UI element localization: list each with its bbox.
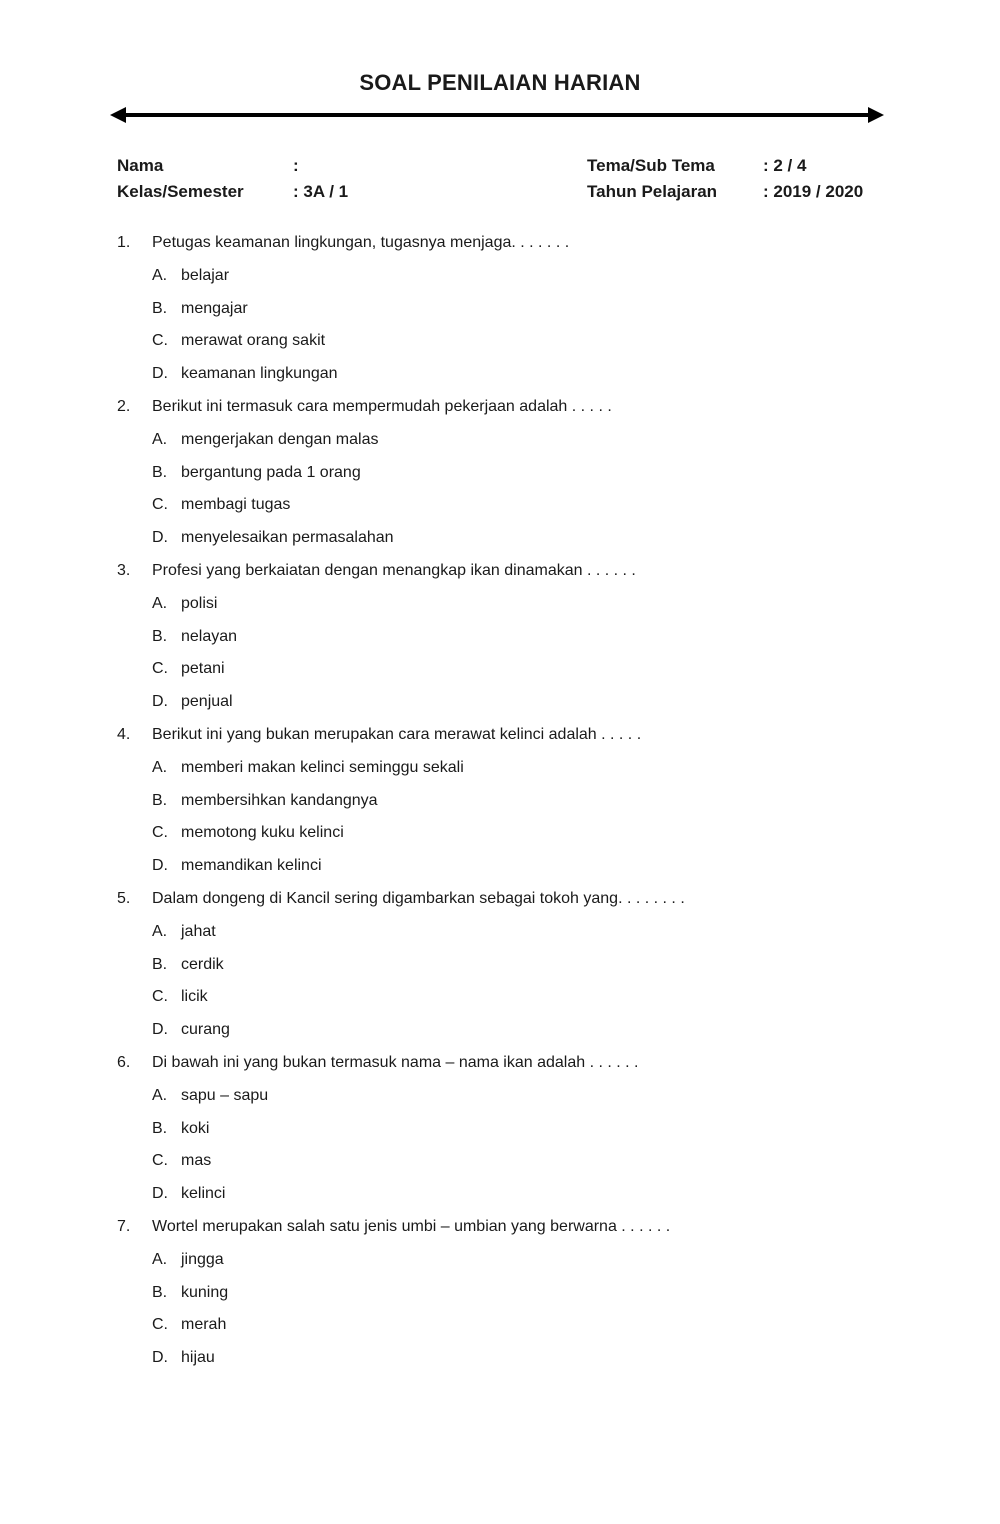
answer-option[interactable] <box>117 952 917 985</box>
option-text: keamanan lingkungan <box>181 365 338 383</box>
option-letter: D. <box>152 857 168 875</box>
double-arrow-divider <box>110 105 884 125</box>
question-number: 4. <box>117 725 131 743</box>
option-text: cerdik <box>181 955 224 973</box>
option-letter: C. <box>152 988 168 1006</box>
answer-option[interactable] <box>117 427 917 460</box>
answer-option[interactable] <box>117 1083 917 1116</box>
option-letter: C. <box>152 1152 168 1170</box>
option-letter: D. <box>152 529 168 547</box>
question-item <box>117 1050 917 1214</box>
question-number: 6. <box>117 1053 131 1071</box>
option-text: licik <box>181 988 208 1006</box>
answer-option[interactable] <box>117 820 917 853</box>
tema-value: : 2 / 4 <box>763 156 807 175</box>
option-text: memotong kuku kelinci <box>181 824 344 842</box>
answer-option[interactable] <box>117 755 917 788</box>
question-item <box>117 722 917 886</box>
answer-option[interactable] <box>117 689 917 722</box>
question-text: Wortel merupakan salah satu jenis umbi – umbian yang berwarna . . . . . . <box>152 1217 671 1235</box>
option-text: jingga <box>181 1250 224 1268</box>
answer-option[interactable] <box>117 1148 917 1181</box>
question-line <box>117 722 917 755</box>
question-text: Petugas keamanan lingkungan, tugasnya menjaga. . . . . . . <box>152 234 570 251</box>
question-number: 1. <box>117 234 131 251</box>
option-letter: D. <box>152 1021 168 1039</box>
option-letter: A. <box>152 430 168 448</box>
option-letter: C. <box>152 824 168 842</box>
answer-option[interactable] <box>117 656 917 689</box>
option-letter: B. <box>152 955 168 973</box>
option-text: polisi <box>181 594 218 612</box>
option-text: penjual <box>181 693 233 711</box>
option-text: mas <box>181 1152 212 1170</box>
question-number: 2. <box>117 397 131 415</box>
question-text: Berikut ini termasuk cara mempermudah pekerjaan adalah . . . . . <box>152 397 612 415</box>
kelas-value: : 3A / 1 <box>293 182 349 201</box>
option-text: mengerjakan dengan malas <box>181 430 379 448</box>
option-text: memberi makan kelinci seminggu sekali <box>181 758 464 776</box>
option-text: curang <box>181 1021 230 1039</box>
answer-option[interactable] <box>117 1116 917 1149</box>
answer-option[interactable] <box>117 1345 917 1378</box>
question-item <box>117 1214 917 1378</box>
option-letter: D. <box>152 1185 168 1203</box>
answer-option[interactable] <box>117 263 917 296</box>
option-letter: B. <box>152 627 168 645</box>
question-number: 3. <box>117 561 131 579</box>
option-letter: B. <box>152 463 168 481</box>
answer-option[interactable] <box>117 1017 917 1050</box>
tahun-label: Tahun Pelajaran <box>587 182 718 201</box>
answer-option[interactable] <box>117 788 917 821</box>
question-text: Berikut ini yang bukan merupakan cara merawat kelinci adalah . . . . . <box>152 725 642 743</box>
option-letter: D. <box>152 1349 168 1367</box>
option-text: sapu – sapu <box>181 1086 269 1104</box>
page-title: SOAL PENILAIAN HARIAN <box>359 70 641 95</box>
question-text: Dalam dongeng di Kancil sering digambarkan sebagai tokoh yang. . . . . . . . <box>152 889 685 907</box>
question-item <box>117 394 917 558</box>
option-text: memandikan kelinci <box>181 857 322 875</box>
option-letter: A. <box>152 1250 168 1268</box>
nama-label: Nama <box>117 156 164 175</box>
question-line <box>117 394 917 427</box>
option-letter: C. <box>152 1316 168 1334</box>
option-text: hijau <box>181 1349 215 1367</box>
tahun-value: : 2019 / 2020 <box>763 182 864 201</box>
answer-option[interactable] <box>117 492 917 525</box>
option-letter: C. <box>152 660 168 678</box>
question-line <box>117 1214 917 1247</box>
option-letter: A. <box>152 758 168 776</box>
option-letter: D. <box>152 365 168 383</box>
question-line <box>117 558 917 591</box>
answer-option[interactable] <box>117 624 917 657</box>
answer-option[interactable] <box>117 361 917 394</box>
option-letter: A. <box>152 266 168 284</box>
option-letter: A. <box>152 922 168 940</box>
question-number: 5. <box>117 889 131 907</box>
tema-label: Tema/Sub Tema <box>587 156 715 175</box>
option-letter: B. <box>152 1119 168 1137</box>
answer-option[interactable] <box>117 525 917 558</box>
answer-option[interactable] <box>117 1280 917 1313</box>
option-text: nelayan <box>181 627 238 645</box>
option-text: merawat orang sakit <box>181 332 326 350</box>
answer-option[interactable] <box>117 591 917 624</box>
question-item <box>117 886 917 1050</box>
answer-option[interactable] <box>117 853 917 886</box>
answer-option[interactable] <box>117 460 917 493</box>
option-letter: A. <box>152 594 168 612</box>
option-text: merah <box>181 1316 227 1334</box>
option-letter: B. <box>152 1283 168 1301</box>
option-text: koki <box>181 1119 210 1137</box>
question-item <box>117 558 917 722</box>
question-text: Di bawah ini yang bukan termasuk nama – nama ikan adalah . . . . . . <box>152 1053 639 1071</box>
answer-option[interactable] <box>117 1181 917 1214</box>
answer-option[interactable] <box>117 1247 917 1280</box>
option-letter: C. <box>152 496 168 514</box>
option-letter: B. <box>152 299 168 317</box>
answer-option[interactable] <box>117 1312 917 1345</box>
question-item <box>117 230 917 394</box>
option-text: menyelesaikan permasalahan <box>181 529 394 547</box>
answer-option[interactable] <box>117 296 917 329</box>
kelas-label: Kelas/Semester <box>117 182 244 201</box>
question-line <box>117 886 917 919</box>
option-text: kelinci <box>181 1185 226 1203</box>
question-list <box>117 230 917 1378</box>
option-text: jahat <box>181 922 216 940</box>
question-number: 7. <box>117 1217 131 1235</box>
option-letter: B. <box>152 791 168 809</box>
option-text: belajar <box>181 266 230 284</box>
option-text: bergantung pada 1 orang <box>181 463 361 481</box>
option-text: membagi tugas <box>181 496 291 514</box>
option-text: membersihkan kandangnya <box>181 791 378 809</box>
option-text: mengajar <box>181 299 248 317</box>
question-line <box>117 1050 917 1083</box>
option-text: kuning <box>181 1283 229 1301</box>
option-letter: D. <box>152 693 168 711</box>
option-text: petani <box>181 660 225 678</box>
option-letter: A. <box>152 1086 168 1104</box>
answer-option[interactable] <box>117 984 917 1017</box>
question-text: Profesi yang berkaiatan dengan menangkap ikan dinamakan . . . . . . <box>152 561 636 579</box>
nama-value: : <box>293 156 299 175</box>
option-letter: C. <box>152 332 168 350</box>
question-line <box>117 230 917 263</box>
answer-option[interactable] <box>117 328 917 361</box>
answer-option[interactable] <box>117 919 917 952</box>
